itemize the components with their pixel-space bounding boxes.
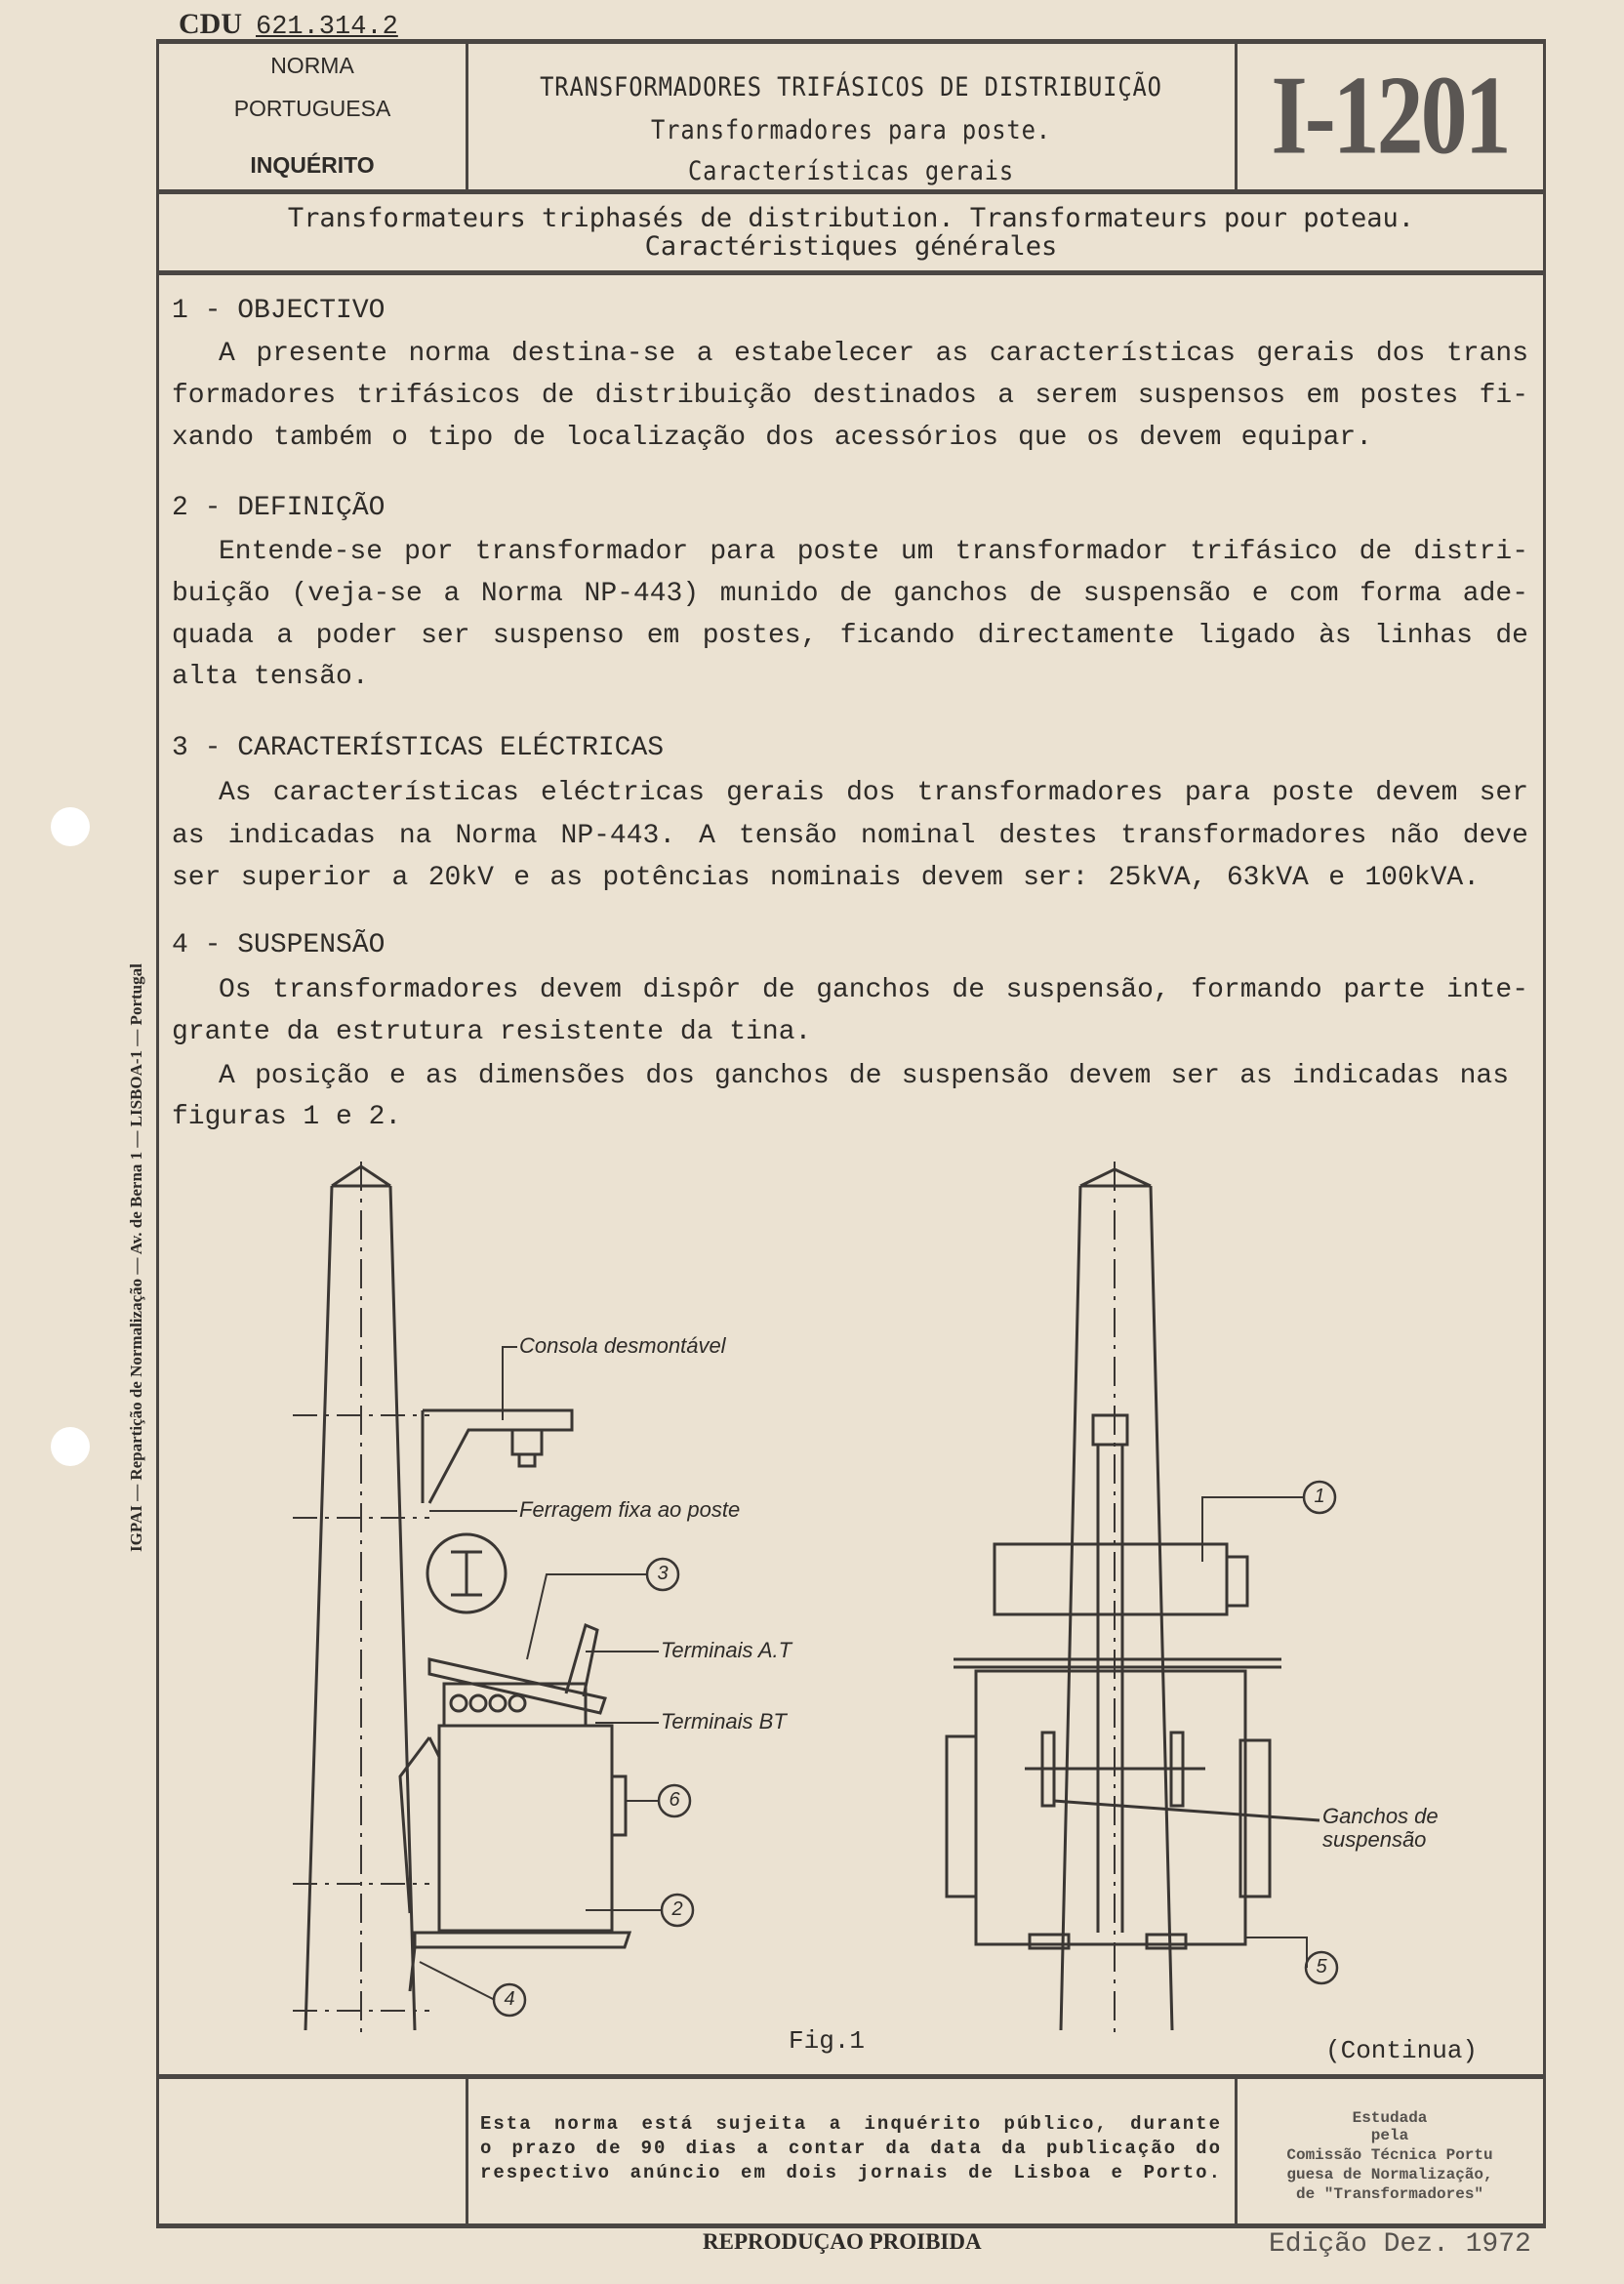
body-line: A posição e as dimensões dos ganchos de suspensão devem ser as indicadas nas <box>219 1061 1509 1091</box>
title-sub2: Características gerais <box>687 156 1015 186</box>
body-line: As características eléctricas gerais dos transformadores para poste devem ser <box>219 778 1528 808</box>
callout-2: 2 <box>671 1898 683 1920</box>
org-name-line1: NORMA <box>270 53 354 78</box>
studied-by-line3: Comissão Técnica Portu <box>1286 2146 1493 2164</box>
right-pole <box>1061 1162 1172 2040</box>
left-bracket <box>423 1410 572 1503</box>
body-line: A presente norma destina-se a estabelecer as características gerais dos trans <box>219 339 1528 369</box>
leader-lines <box>420 1347 1307 2000</box>
section-heading: 3 - CARACTERÍSTICAS ELÉCTRICAS <box>172 733 665 763</box>
callout-circles <box>494 1482 1337 2016</box>
punch-hole <box>51 807 90 846</box>
label-suspensao: suspensão <box>1322 1827 1427 1852</box>
right-transformer <box>947 1415 1320 1948</box>
side-imprint: IGPAI — Repartição de Normalização — Av. de Berna 1 — LISBOA-1 — Portugal <box>127 963 145 1552</box>
section-heading: 1 - OBJECTIVO <box>172 296 386 326</box>
french-title-line2: Caractéristiques générales <box>644 231 1058 262</box>
callout-1: 1 <box>1314 1486 1325 1507</box>
title-main: TRANSFORMADORES TRIFÁSICOS DE DISTRIBUIÇÃO <box>540 72 1162 102</box>
callout-6: 6 <box>669 1789 680 1811</box>
callout-3: 3 <box>657 1563 669 1584</box>
notice-line2: o prazo de 90 dias a contar da data da publicação do <box>480 2138 1222 2159</box>
callout-5: 5 <box>1316 1956 1327 1978</box>
body-line: figuras 1 e 2. <box>172 1102 402 1132</box>
cdu-classification: CDU 621.314.2 <box>179 8 398 42</box>
section-heading: 2 - DEFINIÇÃO <box>172 493 386 523</box>
label-ganchos: Ganchos de <box>1322 1804 1439 1828</box>
body-line: ser superior a 20kV e as potências nominais devem ser: 25kVA, 63kVA e 100kVA. <box>172 863 1480 893</box>
label-consola: Consola desmontável <box>519 1333 726 1358</box>
studied-by-line1: Estudada <box>1352 2109 1428 2127</box>
label-terminais-at: Terminais A.T <box>661 1638 792 1662</box>
body-line: alta tensão. <box>172 662 369 692</box>
section-heading: 4 - SUSPENSÃO <box>172 930 386 960</box>
body-line: buição (veja-se a Norma NP-443) munido de ganchos de suspensão e com forma ade- <box>172 579 1528 609</box>
studied-by-line5: de "Transformadores" <box>1295 2185 1484 2203</box>
standard-code: I-1201 <box>1271 52 1509 178</box>
studied-by-line2: pela <box>1370 2127 1409 2144</box>
body-line: grante da estrutura resistente da tina. <box>172 1017 812 1047</box>
studied-by-line4: guesa de Normalização, <box>1286 2166 1493 2183</box>
reproduction-prohibited: REPRODUÇAO PROIBIDA <box>703 2229 982 2254</box>
body-line: as indicadas na Norma NP-443. A tensão nominal destes transformadores não deve <box>172 821 1528 851</box>
continua-note: (Continua) <box>1325 2036 1479 2065</box>
callout-4: 4 <box>504 1988 515 2010</box>
body-line: Os transformadores devem dispôr de ganchos de suspensão, formando parte inte- <box>219 975 1528 1005</box>
org-name-line2: PORTUGUESA <box>233 96 391 121</box>
body-line: quada a poder ser suspenso em postes, ficando directamente ligado às linhas de <box>172 621 1528 651</box>
edition-date: Edição Dez. 1972 <box>1269 2229 1531 2260</box>
body-line: formadores trifásicos de distribuição destinados a serem suspensos em postes fi- <box>172 381 1528 411</box>
body-line: xando também o tipo de localização dos acessórios que os devem equipar. <box>172 423 1372 453</box>
body-line: Entende-se por transformador para poste um transformador trifásico de distri- <box>219 537 1528 567</box>
left-transformer <box>400 1534 629 1991</box>
punch-hole <box>51 1427 90 1466</box>
notice-line3: respectivo anúncio em dois jornais de Lisboa e Porto. <box>480 2162 1222 2183</box>
french-title-line1: Transformateurs triphasés de distribution. Transformateurs pour poteau. <box>287 203 1415 233</box>
notice-line1: Esta norma está sujeita a inquérito público, durante <box>480 2113 1222 2135</box>
label-terminais-bt: Terminais BT <box>661 1709 787 1733</box>
status-label: INQUÉRITO <box>250 152 375 178</box>
label-ferragem: Ferragem fixa ao poste <box>519 1497 741 1522</box>
figure-caption: Fig.1 <box>789 2026 866 2056</box>
title-sub: Transformadores para poste. <box>651 115 1051 145</box>
